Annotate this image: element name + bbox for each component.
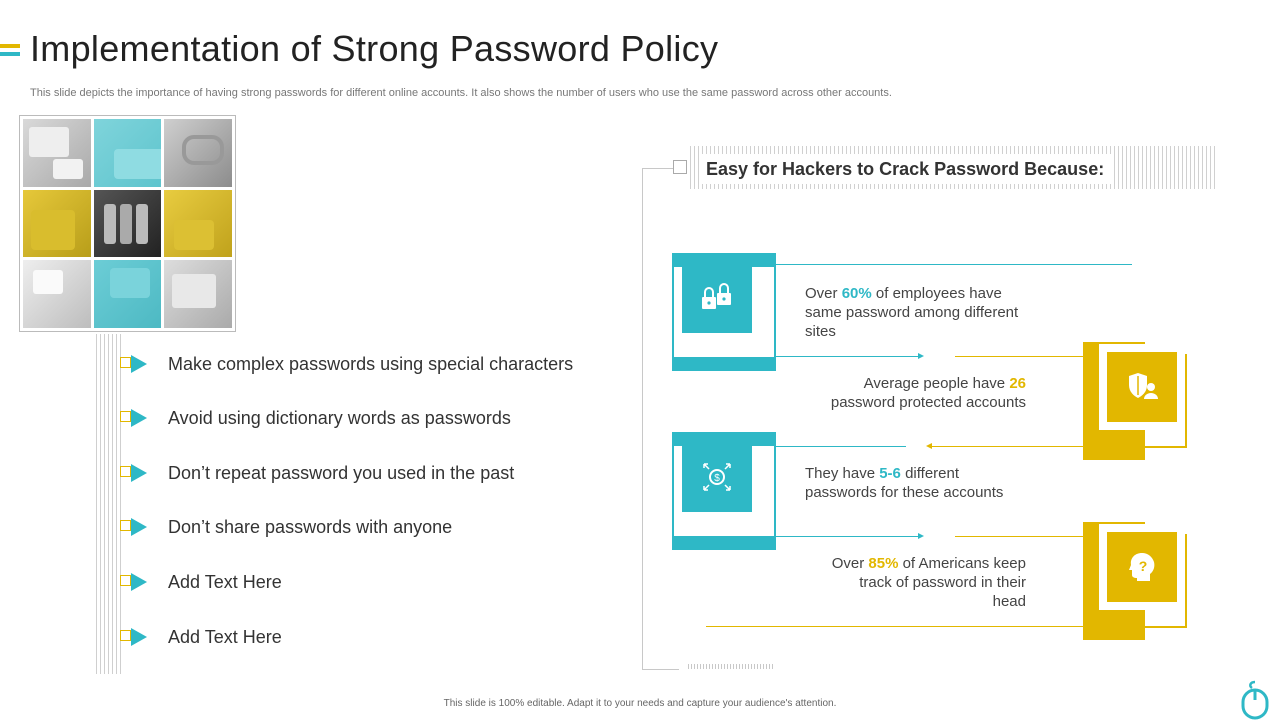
stat-box-americans (1083, 522, 1187, 640)
list-item (118, 404, 511, 432)
page-subtitle: This slide depicts the importance of having strong passwords for different online accounts. It also shows the number of users who use the same password across other accounts. (30, 87, 892, 99)
list-item (118, 513, 452, 541)
arrow-bullet-icon (118, 627, 152, 647)
connector-line (706, 626, 1083, 627)
connector-line (776, 356, 920, 357)
photo-tile (164, 119, 232, 187)
list-item-text: Add Text Here (168, 626, 282, 647)
arrow-right-icon (918, 353, 924, 359)
stat-text-employees: Over 60% of employees have same password among different sites (805, 285, 1019, 340)
connector-line (776, 446, 906, 447)
svg-text:$: $ (714, 473, 720, 484)
svg-text:?: ? (1138, 558, 1148, 574)
stat-text-accounts: Average people have 26 password protected accounts (830, 375, 1026, 411)
page-title: Implementation of Strong Password Policy (30, 28, 719, 69)
padlocks-icon (682, 263, 752, 333)
mouse-logo-icon (1238, 680, 1272, 720)
dollar-coin-icon (682, 442, 752, 512)
arrow-bullet-icon (118, 463, 152, 483)
connector-line (776, 536, 920, 537)
footer-note: This slide is 100% editable. Adapt it to your needs and capture your audience's attention. (443, 698, 837, 709)
photo-tile (23, 260, 91, 328)
connector-line (776, 264, 1132, 265)
photo-tile (23, 190, 91, 258)
list-item-text: Don’t repeat password you used in the past (168, 462, 515, 483)
photo-tile (164, 260, 232, 328)
list-item (118, 623, 282, 651)
title-accent-teal (0, 52, 20, 56)
list-item (118, 459, 514, 487)
list-item (118, 568, 282, 596)
photo-tile (23, 119, 91, 187)
arrow-bullet-icon (118, 408, 152, 428)
panel-frame (642, 168, 679, 670)
connector-line (930, 446, 1083, 447)
arrow-left-icon (926, 443, 932, 449)
head-question-icon (1107, 532, 1177, 602)
stat-box-employees (672, 253, 776, 371)
list-item-text: Avoid using dictionary words as passwords (168, 407, 511, 428)
list-item-text: Make complex passwords using special characters (168, 353, 574, 374)
title-accent-gold (0, 44, 20, 48)
arrow-bullet-icon (118, 517, 152, 537)
frame-hatch (688, 664, 774, 669)
connector-line (955, 356, 1083, 357)
arrow-bullet-icon (118, 354, 152, 374)
connector-line (955, 536, 1083, 537)
photo-tile (164, 190, 232, 258)
keyboard-lock-photo (19, 115, 236, 332)
stat-box-accounts (1083, 342, 1187, 460)
list-item-text: Don’t share passwords with anyone (168, 516, 453, 537)
shield-user-icon (1107, 352, 1177, 422)
list-item-text: Add Text Here (168, 571, 282, 592)
photo-tile (94, 260, 162, 328)
stat-text-passwords: They have 5-6 different passwords for these accounts (805, 465, 1004, 501)
arrow-right-icon (918, 533, 924, 539)
stat-box-passwords (672, 432, 776, 550)
photo-tile (94, 119, 162, 187)
arrow-bullet-icon (118, 572, 152, 592)
panel-heading: Easy for Hackers to Crack Password Because: (700, 154, 1112, 184)
stat-text-americans: Over 85% of Americans keep track of password in their head (831, 555, 1026, 610)
photo-tile (94, 190, 162, 258)
list-item (118, 350, 573, 378)
frame-corner-square (673, 160, 687, 174)
